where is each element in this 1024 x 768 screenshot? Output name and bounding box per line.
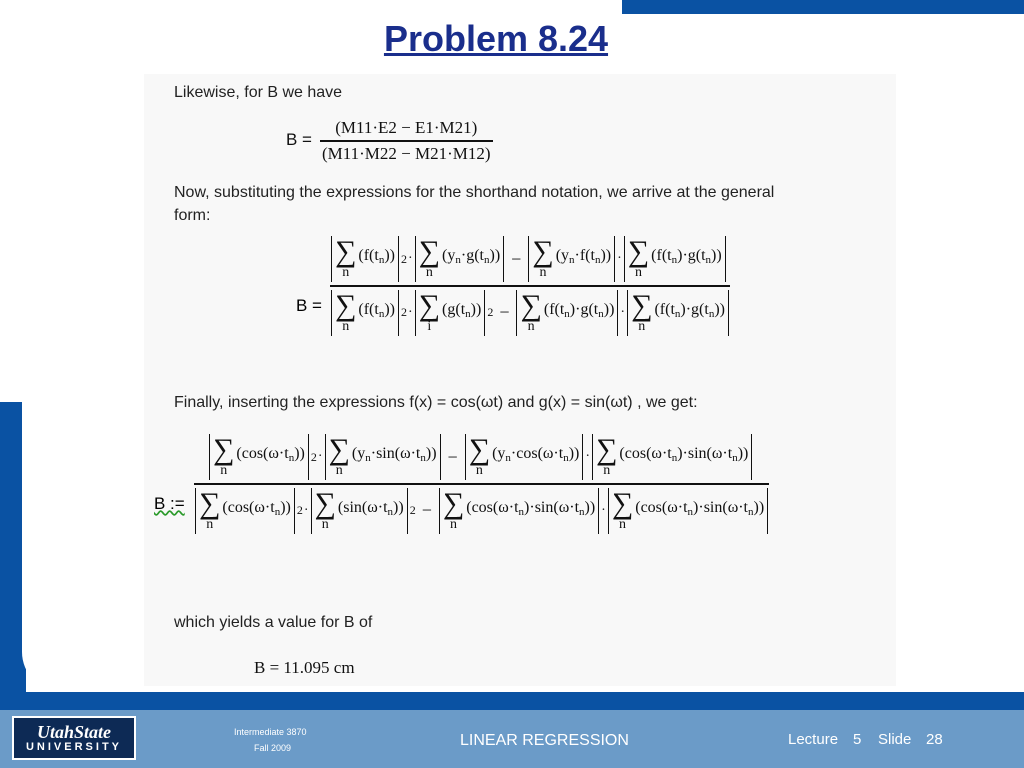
substitution-line: Now, substituting the expressions for the shorthand notation, we arrive at the general	[174, 184, 775, 201]
topic-label: LINEAR REGRESSION	[460, 732, 629, 749]
eq2-fraction-bar	[330, 285, 730, 287]
eq3-fraction-bar	[194, 483, 769, 485]
slide-title: Problem 8.24	[383, 18, 609, 59]
document-image	[144, 74, 896, 686]
eq1-lhs: B =	[286, 130, 312, 149]
slide-number: 28	[926, 731, 943, 748]
slide-label: Slide	[878, 731, 912, 748]
eq3-lhs: B :=	[154, 494, 185, 513]
logo-line2: UNIVERSITY	[25, 740, 122, 753]
top-accent-bar	[622, 0, 1024, 14]
eq3-denominator: ∑ n $(\cos(\omega\cdot t_n))$ 2 · ∑ n $(\sin(\omega\cdot t_n))$ 2 − ∑ n $(\cos(\omega\cdot t_n)\cdot\sin(\omega\cdot t_n))$ · ∑ n $(\cos(\omega\cdot t_n)\cdot\sin(\omega\cdot t_n))$	[194, 488, 769, 534]
inserting-line: Finally, inserting the expressions f(x) = cos(ωt) and g(x) = sin(ωt) , we get:	[174, 394, 698, 411]
result-value: B = 11.095 cm	[254, 658, 355, 677]
university-logo	[12, 716, 136, 760]
intro-line: Likewise, for B we have	[174, 84, 343, 101]
fraction-bar	[320, 140, 493, 142]
eq1-fraction	[320, 118, 493, 164]
yields-line: which yields a value for B of	[174, 614, 373, 631]
lecture-number: 5	[853, 731, 862, 748]
eq2-general-form	[330, 236, 730, 336]
bottom-accent-band	[0, 692, 1024, 710]
eq2-lhs: B =	[296, 296, 322, 315]
substitution-line-cont: form:	[174, 207, 211, 224]
eq1-numerator: (M11·E2 − E1·M21)	[335, 118, 478, 137]
eq2-denominator: ∑ n $(f(t_n))$ 2 · ∑ i $(g(t_n))$ 2 − ∑ n $(f(t_n)\cdot g(t_n))$ · ∑ n $(f(t_n)\cdot g(t_n))$	[330, 290, 730, 336]
course-label: Intermediate 3870	[234, 727, 307, 737]
lecture-label: Lecture	[788, 731, 839, 748]
frame-curve	[22, 402, 82, 692]
eq1-denominator: (M11·M22 − M21·M12)	[322, 143, 491, 163]
eq3-expression	[194, 434, 769, 534]
eq3-numerator: ∑ n $(\cos(\omega\cdot t_n))$ 2 · ∑ n $(y_n\cdot\sin(\omega\cdot t_n))$ − ∑ n $(y_n\cdot\cos(\omega\cdot t_n))$ · ∑ n $(\cos(\omega\cdot t_n)\cdot\sin(\omega\cdot t_n))$	[208, 434, 769, 480]
eq2-numerator: ∑ n $(f(t_n))$ 2 · ∑ n $(y_n\cdot g(t_n))$ − ∑ n $(y_n\cdot f(t_n))$ · ∑ n $(f(t_n)\cdot g(t_n))$	[330, 236, 730, 282]
logo-line1: UtahState	[36, 721, 111, 742]
term-label: Fall 2009	[254, 743, 292, 753]
